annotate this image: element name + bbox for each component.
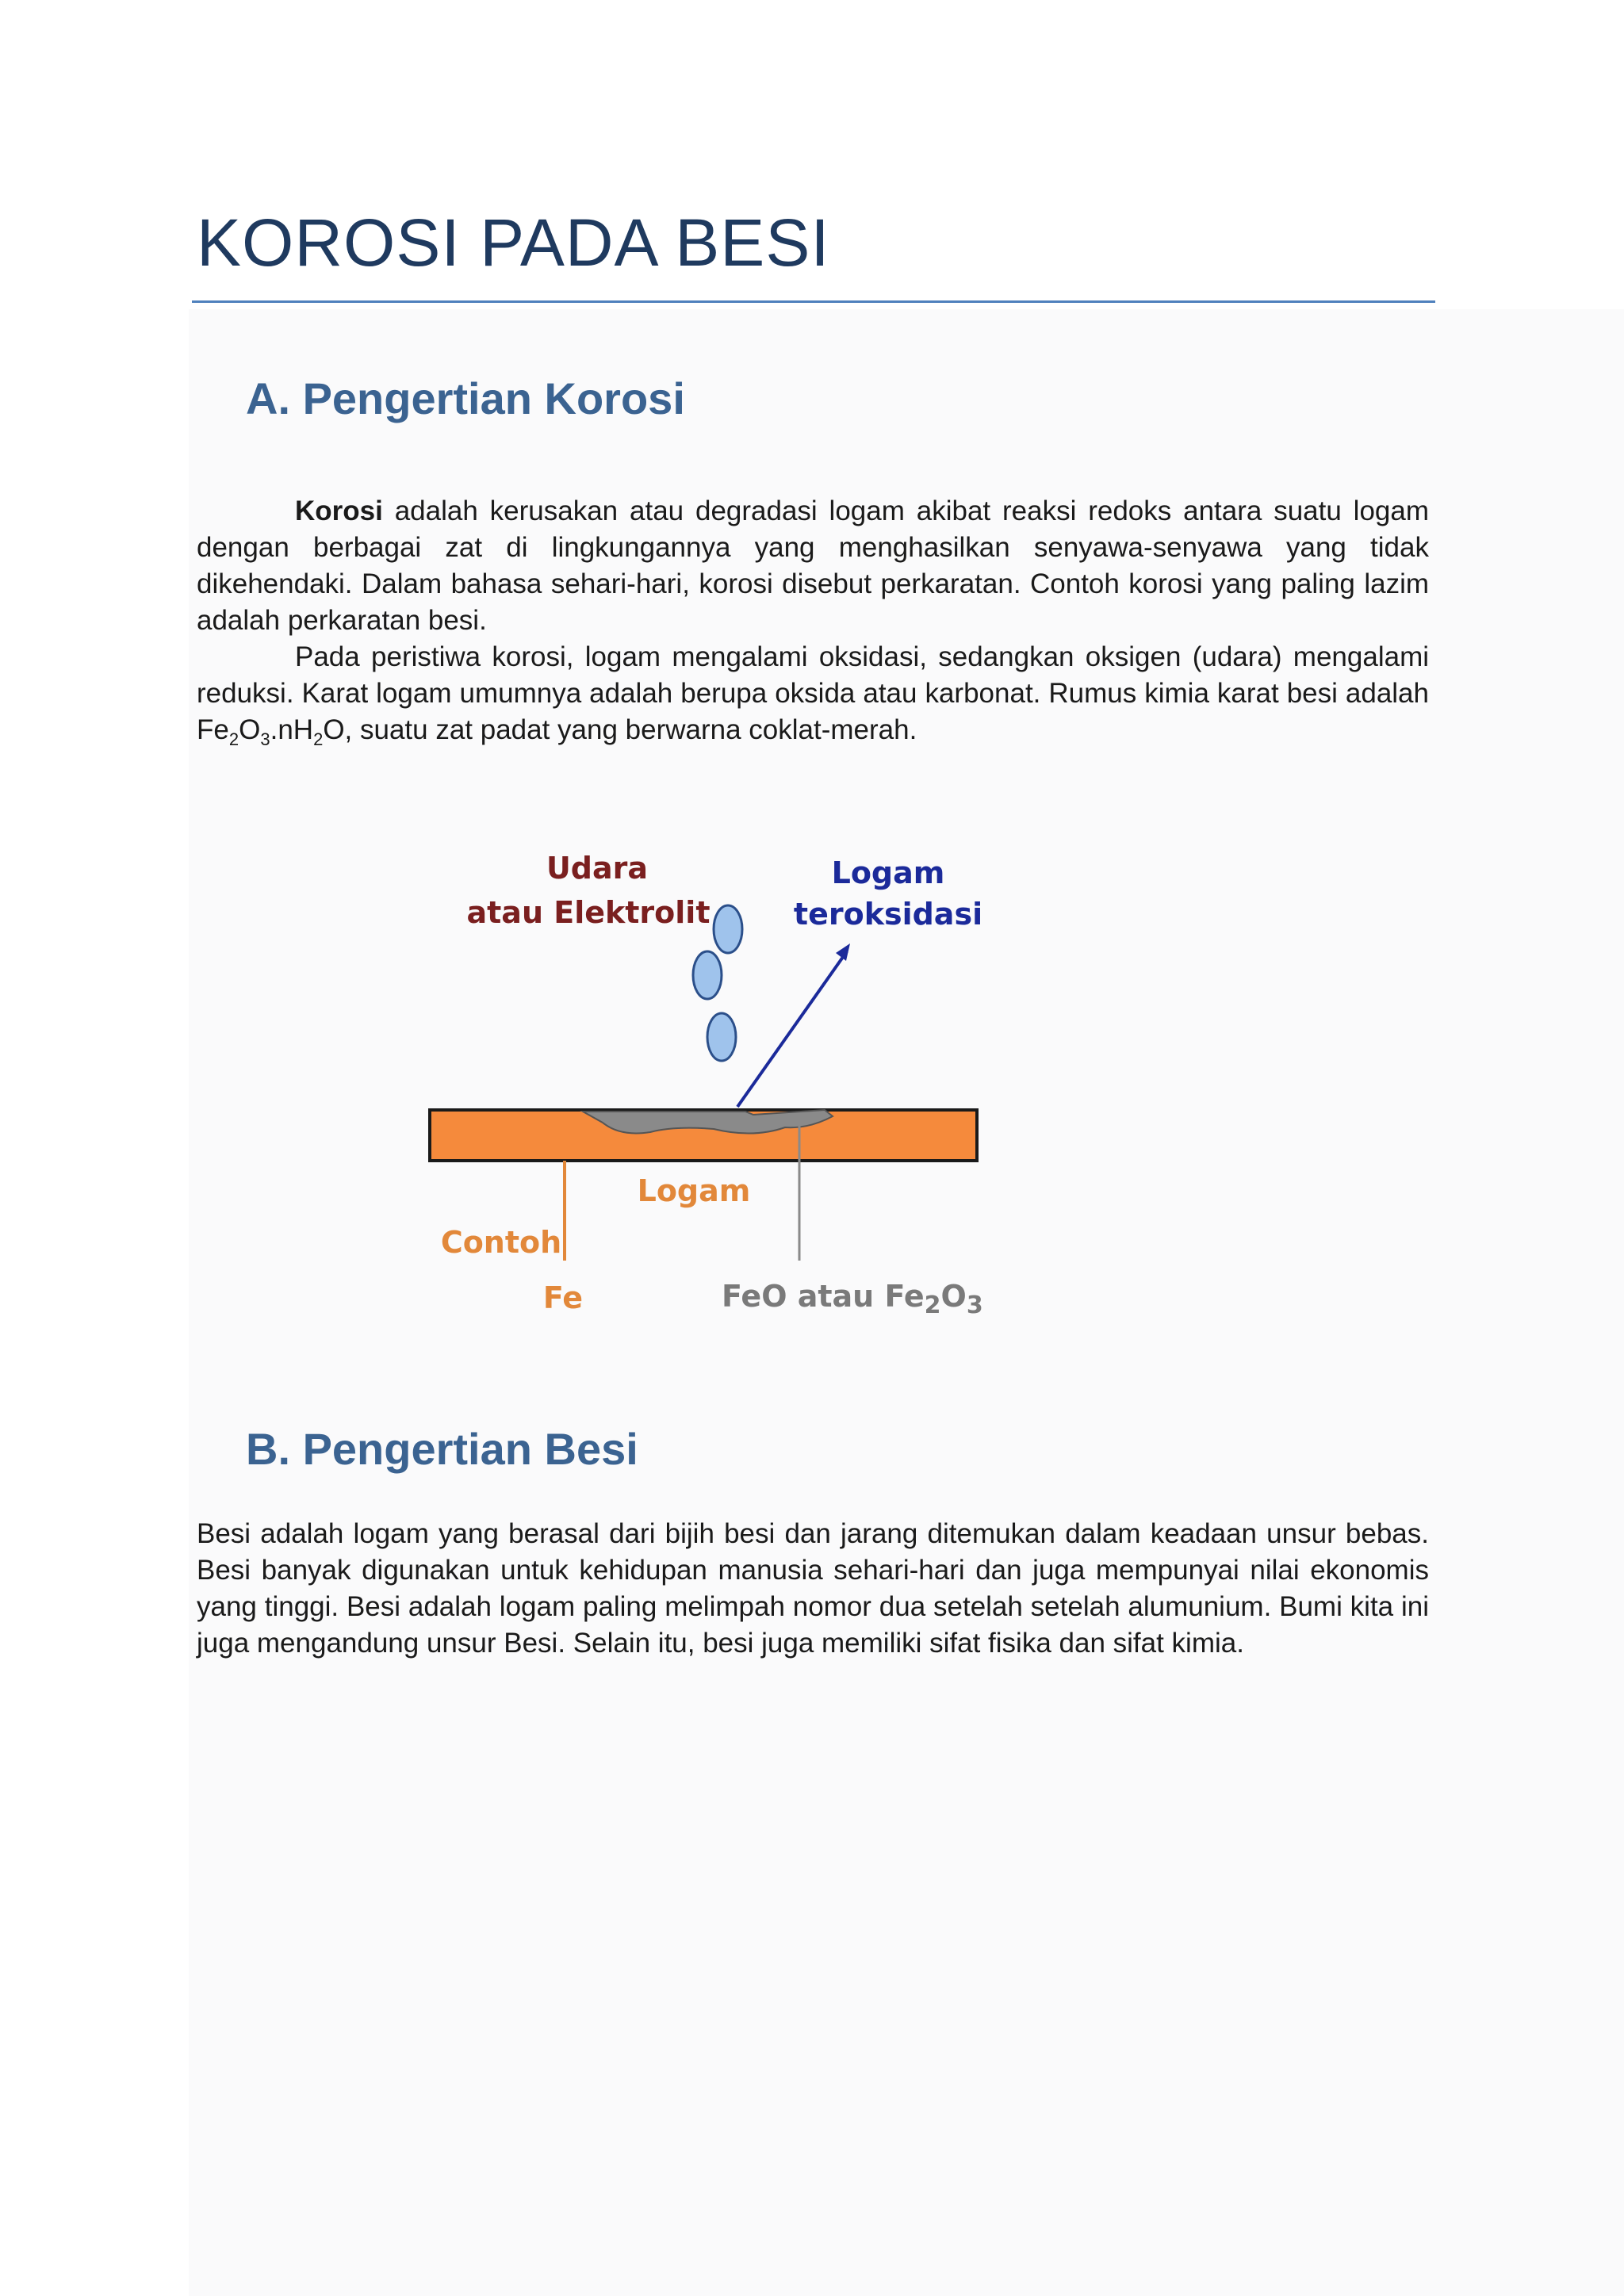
rust-formula-label (722, 1279, 983, 1319)
arrow-head-icon (836, 943, 850, 961)
section-a-paragraph-2 (197, 639, 1429, 748)
section-b-number: B. (246, 1424, 290, 1474)
oxidized-label-line1: Logam (831, 855, 945, 890)
rust-text-1: Pada peristiwa korosi, logam mengalami oksidasi, sedangkan oksigen (udara) mengalami reduksi. Karat logam umumnya adalah berupa oksida atau karbonat. Rumus kimia karat besi adalah Fe (197, 641, 1429, 745)
rust-text-2: O (239, 714, 261, 745)
section-a-number: A. (246, 373, 290, 423)
section-b-title: Pengertian Besi (302, 1424, 638, 1474)
section-b-paragraph-1: Besi adalah logam yang berasal dari bijih besi dan jarang ditemukan dalam keadaan unsur bebas. Besi banyak digunakan untuk kehidupan manusia sehari-hari dan juga mempunyai nilai ekonomis yang tinggi. Besi adalah logam paling melimpah nomor dua setelah setelah alumunium. Bumi kita ini juga mengandung unsur Besi. Selain itu, besi juga memiliki sifat fisika dan sifat kimia. (197, 1518, 1429, 1659)
rust-formula-main: FeO atau Fe (722, 1279, 925, 1314)
rust-formula-sub1: 2 (924, 1292, 941, 1319)
example-label: Contoh (440, 1225, 562, 1260)
droplet-icon (707, 1013, 736, 1061)
fe-label: Fe (542, 1280, 584, 1315)
air-label-line2: atau Elektrolit (466, 895, 710, 930)
rust-formula-sub2: 3 (966, 1292, 983, 1319)
rust-formula-o: O (940, 1279, 967, 1314)
rust-sub-2: 3 (260, 729, 270, 749)
rust-text-4: O, suatu zat padat yang berwarna coklat-merah. (323, 714, 917, 745)
section-b-heading (246, 1423, 638, 1475)
section-a-paragraph-1 (197, 493, 1429, 639)
metal-label: Logam (637, 1173, 751, 1208)
korosi-definition-text: adalah kerusakan atau degradasi logam akibat reaksi redoks antara suatu logam dengan berbagai zat di lingkungannya yang menghasilkan senyawa-senyawa yang tidak dikehendaki. Dalam bahasa sehari-hari, korosi disebut perkaratan. Contoh korosi yang paling lazim adalah perkaratan besi. (197, 496, 1429, 636)
term-korosi: Korosi (295, 496, 383, 526)
oxidation-arrow-shaft (737, 951, 847, 1107)
droplet-icon (693, 951, 722, 999)
title-underline (192, 300, 1435, 303)
rust-sub-3: 2 (313, 729, 324, 749)
section-a-title: Pengertian Korosi (302, 373, 685, 423)
droplet-icon (714, 905, 742, 953)
section-a-heading (246, 373, 685, 424)
corrosion-diagram (412, 825, 1039, 1340)
air-label-line1: Udara (546, 851, 649, 886)
document-title: KOROSI PADA BESI (197, 205, 830, 280)
rust-text-3: .nH (270, 714, 314, 745)
rust-sub-1: 2 (228, 729, 239, 749)
corrosion-diagram-svg (412, 825, 1039, 1340)
oxidized-label-line2: teroksidasi (793, 897, 983, 932)
